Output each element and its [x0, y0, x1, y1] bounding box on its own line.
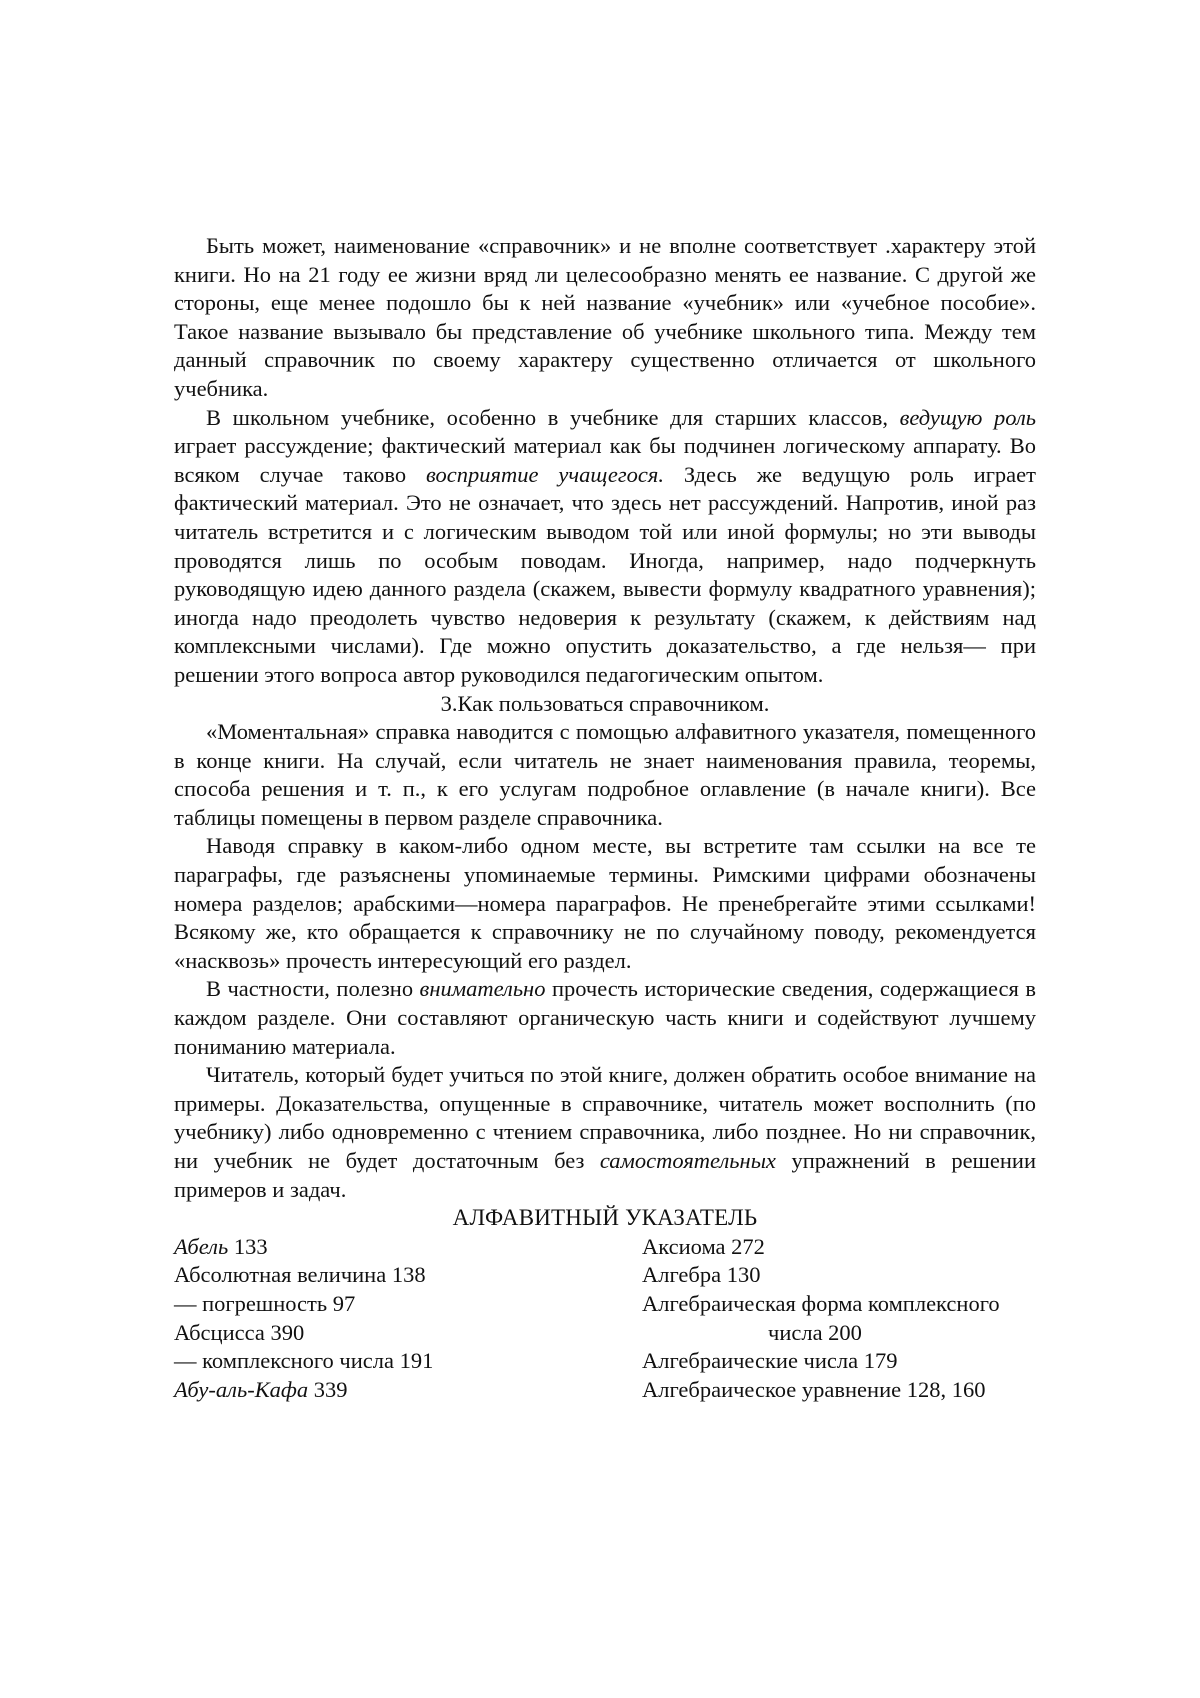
index-entry-name: Абсцисса [174, 1319, 265, 1345]
paragraph-6-emphasis: самостоятельных [599, 1148, 776, 1173]
index-entry-pages: 133 [228, 1233, 268, 1259]
index-entry-pages: 97 [327, 1290, 356, 1316]
index-entry [642, 1261, 1042, 1290]
paragraph-2-emphasis-2: восприятие учащегося. [426, 461, 664, 487]
index-entry [174, 1233, 594, 1262]
paragraph-3: «Моментальная» справка наводится с помощью алфавитного указателя, помещенного в конце книги. На случай, если читатель не знает наименования правила, теоремы, способа решения и т. п., к его услугам подробное оглавление (в начале книги). Все таблицы помещены в первом разделе справочника. [174, 719, 1036, 830]
index-title: АЛФАВИТНЫЙ УКАЗАТЕЛЬ [452, 1205, 758, 1231]
index-entry-pages: 138 [386, 1262, 426, 1288]
paragraph-2 [174, 404, 1036, 690]
index-entry [174, 1261, 594, 1290]
index-entry-name: Алгебра [642, 1262, 722, 1288]
index-entry [174, 1290, 594, 1319]
index-entry [642, 1290, 1042, 1347]
page-content [174, 232, 1036, 1423]
index-entry [174, 1376, 594, 1405]
paragraph-2-emphasis-1: ведущую роль [899, 404, 1037, 430]
paragraph-2-text-a: В школьном учебнике, особенно в учебнике для старших классов, [206, 404, 900, 430]
index-entry-name: Абу-аль-Кафа [174, 1376, 309, 1402]
paragraph-5-text-a: В частности, полезно [206, 976, 420, 1002]
index-entry-continuation: числа 200 [768, 1319, 862, 1345]
index-entry-name: Абель [174, 1233, 229, 1259]
index-entry [642, 1347, 1042, 1376]
index-entry-name: Абсолютная величина [174, 1262, 387, 1288]
paragraph-6-text-b: упражнений в решении примеров и задач. [174, 1148, 1036, 1202]
index-entry-pages: 272 [725, 1233, 765, 1259]
index-entry-name: Алгебраические числа [642, 1348, 859, 1374]
index-entry-pages: 179 [858, 1348, 898, 1374]
paragraph-1: Быть может, наименование «справочник» и не вполне соответствует .характеру этой книги. Но на 21 году ее жизни вряд ли целесообразно менять ее название. С другой же стороны, еще менее подошло бы к ней название «учебник» или «учебное пособие». Такое название вызывало бы представление об учебнике школьного типа. Между тем данный справочник по своему характеру существенно отличается от школьного учебника. [174, 233, 1036, 401]
index-entry-name: Алгебраическое уравнение [642, 1376, 902, 1402]
index-entry [642, 1233, 1042, 1262]
paragraph-5-text-b: прочесть исторические сведения, содержащиеся в каждом разделе. Они составляют органическую часть книги и содействуют лучшему пониманию материала. [174, 976, 1036, 1059]
index-entry-pages: 130 [721, 1262, 761, 1288]
index-entry-name: — погрешность [174, 1290, 328, 1316]
index-entry [642, 1376, 1042, 1405]
index-entry-name: Аксиома [642, 1233, 726, 1259]
index-entry [174, 1347, 594, 1376]
index-entry-pages: 339 [308, 1376, 348, 1402]
paragraph-6-text-a: Читатель, который будет учиться по этой книге, должен обратить особое внимание на примеры. Доказательства, опущенные в справочнике, читатель может восполнить (по учебнику) либо одновременно с чтением справочника, либо позднее. Но ни справочник, ни учебник не будет достаточным без [174, 1062, 1036, 1173]
paragraph-2-text-b: играет рассуждение; фактический материал как бы подчинен логическому аппарату. Во всяком случае таково [174, 433, 1036, 487]
section-title: 3.Как пользоваться справочником. [440, 690, 770, 716]
paragraph-6 [174, 1061, 1036, 1204]
index-column-left [174, 1233, 594, 1405]
paragraph-4: Наводя справку в каком-либо одном месте, вы встретите там ссылки на все те параграфы, где разъяснены упоминаемые термины. Римскими цифрами обозначены номера разделов; арабскими—номера параграфов. Не пренебрегайте этими ссылками! Всякому же, кто обращается к справочнику не по случайному поводу, рекомендуется «насквозь» прочесть интересующий его раздел. [174, 833, 1036, 973]
index-entry-name: Алгебраическая форма комплексного [642, 1290, 1000, 1316]
paragraph-2-text-c: Здесь же ведущую роль играет фактический материал. Это не означает, что здесь нет рассуждений. Напротив, иной раз читатель встретится и с логическим выводом той или иной формулы; но эти выводы проводятся лишь по особым поводам. Иногда, например, надо подчеркнуть руководящую идею данного раздела (скажем, вывести формулу квадратного уравнения); иногда надо преодолеть чувство недоверия к результату (скажем, к действиям над комплексными числами). Где можно опустить доказательство, а где нельзя— при решении этого вопроса автор руководился педагогическим опытом. [174, 461, 1036, 687]
paragraph-5 [174, 975, 1036, 1061]
alphabetical-index [174, 1233, 1036, 1423]
paragraph-5-emphasis: внимательно [419, 976, 546, 1002]
index-entry-pages: 191 [393, 1348, 434, 1374]
index-entry-pages: 128, 160 [901, 1376, 986, 1402]
index-entry-pages: 390 [264, 1319, 305, 1345]
index-entry-name: — комплексного числа [174, 1348, 394, 1374]
index-column-right [642, 1233, 1042, 1405]
index-entry [174, 1319, 594, 1348]
